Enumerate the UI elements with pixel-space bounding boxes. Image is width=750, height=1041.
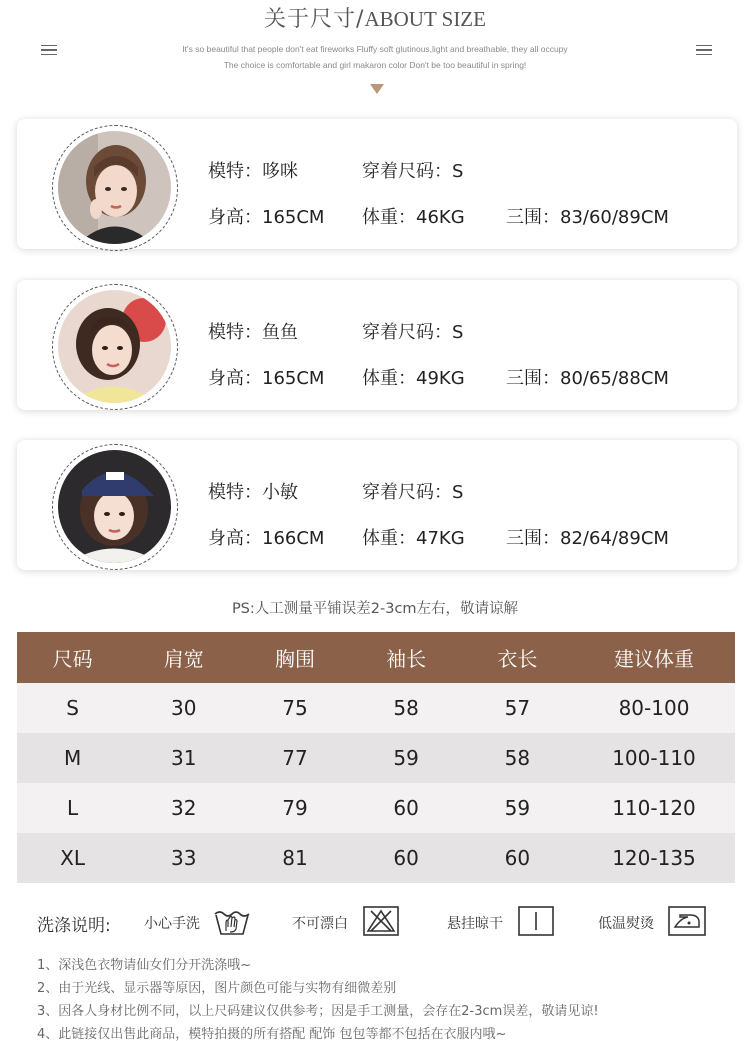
model-name: 模特：鱼鱼 [208,322,298,343]
wash-label: 不可漂白 [292,916,348,932]
table-cell: 31 [128,733,239,783]
model-name: 模特：哆咪 [208,161,298,182]
table-cell: 58 [462,733,573,783]
menu-icon [41,45,57,56]
table-header-cell: 建议体重 [573,632,735,683]
table-cell: XL [17,833,128,883]
table-cell: 79 [239,783,350,833]
no-bleach-icon [363,906,399,940]
table-cell: 81 [239,833,350,883]
model-weight: 体重：47KG [362,528,465,549]
table-row [17,783,735,833]
avatar-frame [52,444,178,570]
notes-list [37,954,737,1041]
model-weight: 体重：49KG [362,368,465,389]
model-measurements: 三围：80/65/88CM [506,368,669,389]
table-cell: 120-135 [573,833,735,883]
page-title-en: ABOUT SIZE [364,7,486,31]
model-size: 穿着尺码：S [362,482,464,503]
table-cell: 58 [351,683,462,733]
wash-label: 小心手洗 [144,916,200,932]
wash-title: 洗涤说明: [37,916,111,936]
model-height: 身高：165CM [208,207,325,228]
menu-icon [696,45,712,56]
model-measurements: 三围：82/64/89CM [506,528,669,549]
table-header-cell: 胸围 [239,632,350,683]
model-weight: 体重：46KG [362,207,465,228]
table-header-cell: 衣长 [462,632,573,683]
subtitle-line-2: The choice is comfortable and girl makaron color Don't be too beautiful in spring! [223,60,527,70]
table-header-row [17,632,735,683]
model-height: 身高：165CM [208,368,325,389]
model-photo-avatar [58,450,171,563]
model-height: 身高：166CM [208,528,325,549]
avatar-frame [52,125,178,251]
table-cell: 110-120 [573,783,735,833]
table-cell: 60 [351,783,462,833]
low-iron-icon [668,906,706,940]
wash-label: 悬挂晾干 [447,916,503,932]
note-item: 1、深浅色衣物请仙女们分开洗涤哦~ [37,958,252,973]
table-header-cell: 肩宽 [128,632,239,683]
table-cell: S [17,683,128,733]
model-size: 穿着尺码：S [362,322,464,343]
model-card [17,280,737,410]
hand-wash-icon [212,905,252,941]
table-cell: 59 [351,733,462,783]
hang-dry-icon [518,906,554,940]
subtitle-line-1: It's so beautiful that people don't eat fireworks Fluffy soft glutinous,light and breathable, they all occupy [182,44,568,54]
page-header [0,0,750,100]
table-cell: 80-100 [573,683,735,733]
table-cell: 60 [351,833,462,883]
table-cell: 30 [128,683,239,733]
table-cell: 57 [462,683,573,733]
note-item: 4、此链接仅出售此商品，模特拍摄的所有搭配 配饰 包包等都不包括在衣服内哦~ [37,1027,507,1041]
wash-label: 低温熨烫 [598,916,654,932]
model-size: 穿着尺码：S [362,161,464,182]
table-cell: 32 [128,783,239,833]
page-title-cn: 关于尺寸/ [264,7,365,32]
down-arrow-icon [370,84,384,94]
model-card [17,119,737,249]
model-name: 模特：小敏 [208,482,298,503]
table-cell: 100-110 [573,733,735,783]
table-cell: 77 [239,733,350,783]
note-item: 3、因各人身材比例不同，以上尺码建议仅供参考；因是手工测量，会存在2-3cm误差，敬请见谅! [37,1004,599,1019]
table-row [17,733,735,783]
avatar-frame [52,284,178,410]
table-cell: 33 [128,833,239,883]
table-header-cell: 袖长 [351,632,462,683]
measurement-note: PS:人工测量平铺误差2-3cm左右，敬请谅解 [231,601,519,617]
model-measurements: 三围：83/60/89CM [506,207,669,228]
page-title [0,2,750,33]
table-cell: 60 [462,833,573,883]
table-cell: 75 [239,683,350,733]
wash-instructions [0,905,750,939]
model-photo-avatar [58,290,171,403]
table-header-cell: 尺码 [17,632,128,683]
note-item: 2、由于光线、显示器等原因，图片颜色可能与实物有细微差别 [37,981,397,996]
table-cell: L [17,783,128,833]
size-table [17,632,735,883]
table-cell: M [17,733,128,783]
model-card [17,440,737,570]
table-row [17,833,735,883]
table-cell: 59 [462,783,573,833]
table-row [17,683,735,733]
model-photo-avatar [58,131,171,244]
